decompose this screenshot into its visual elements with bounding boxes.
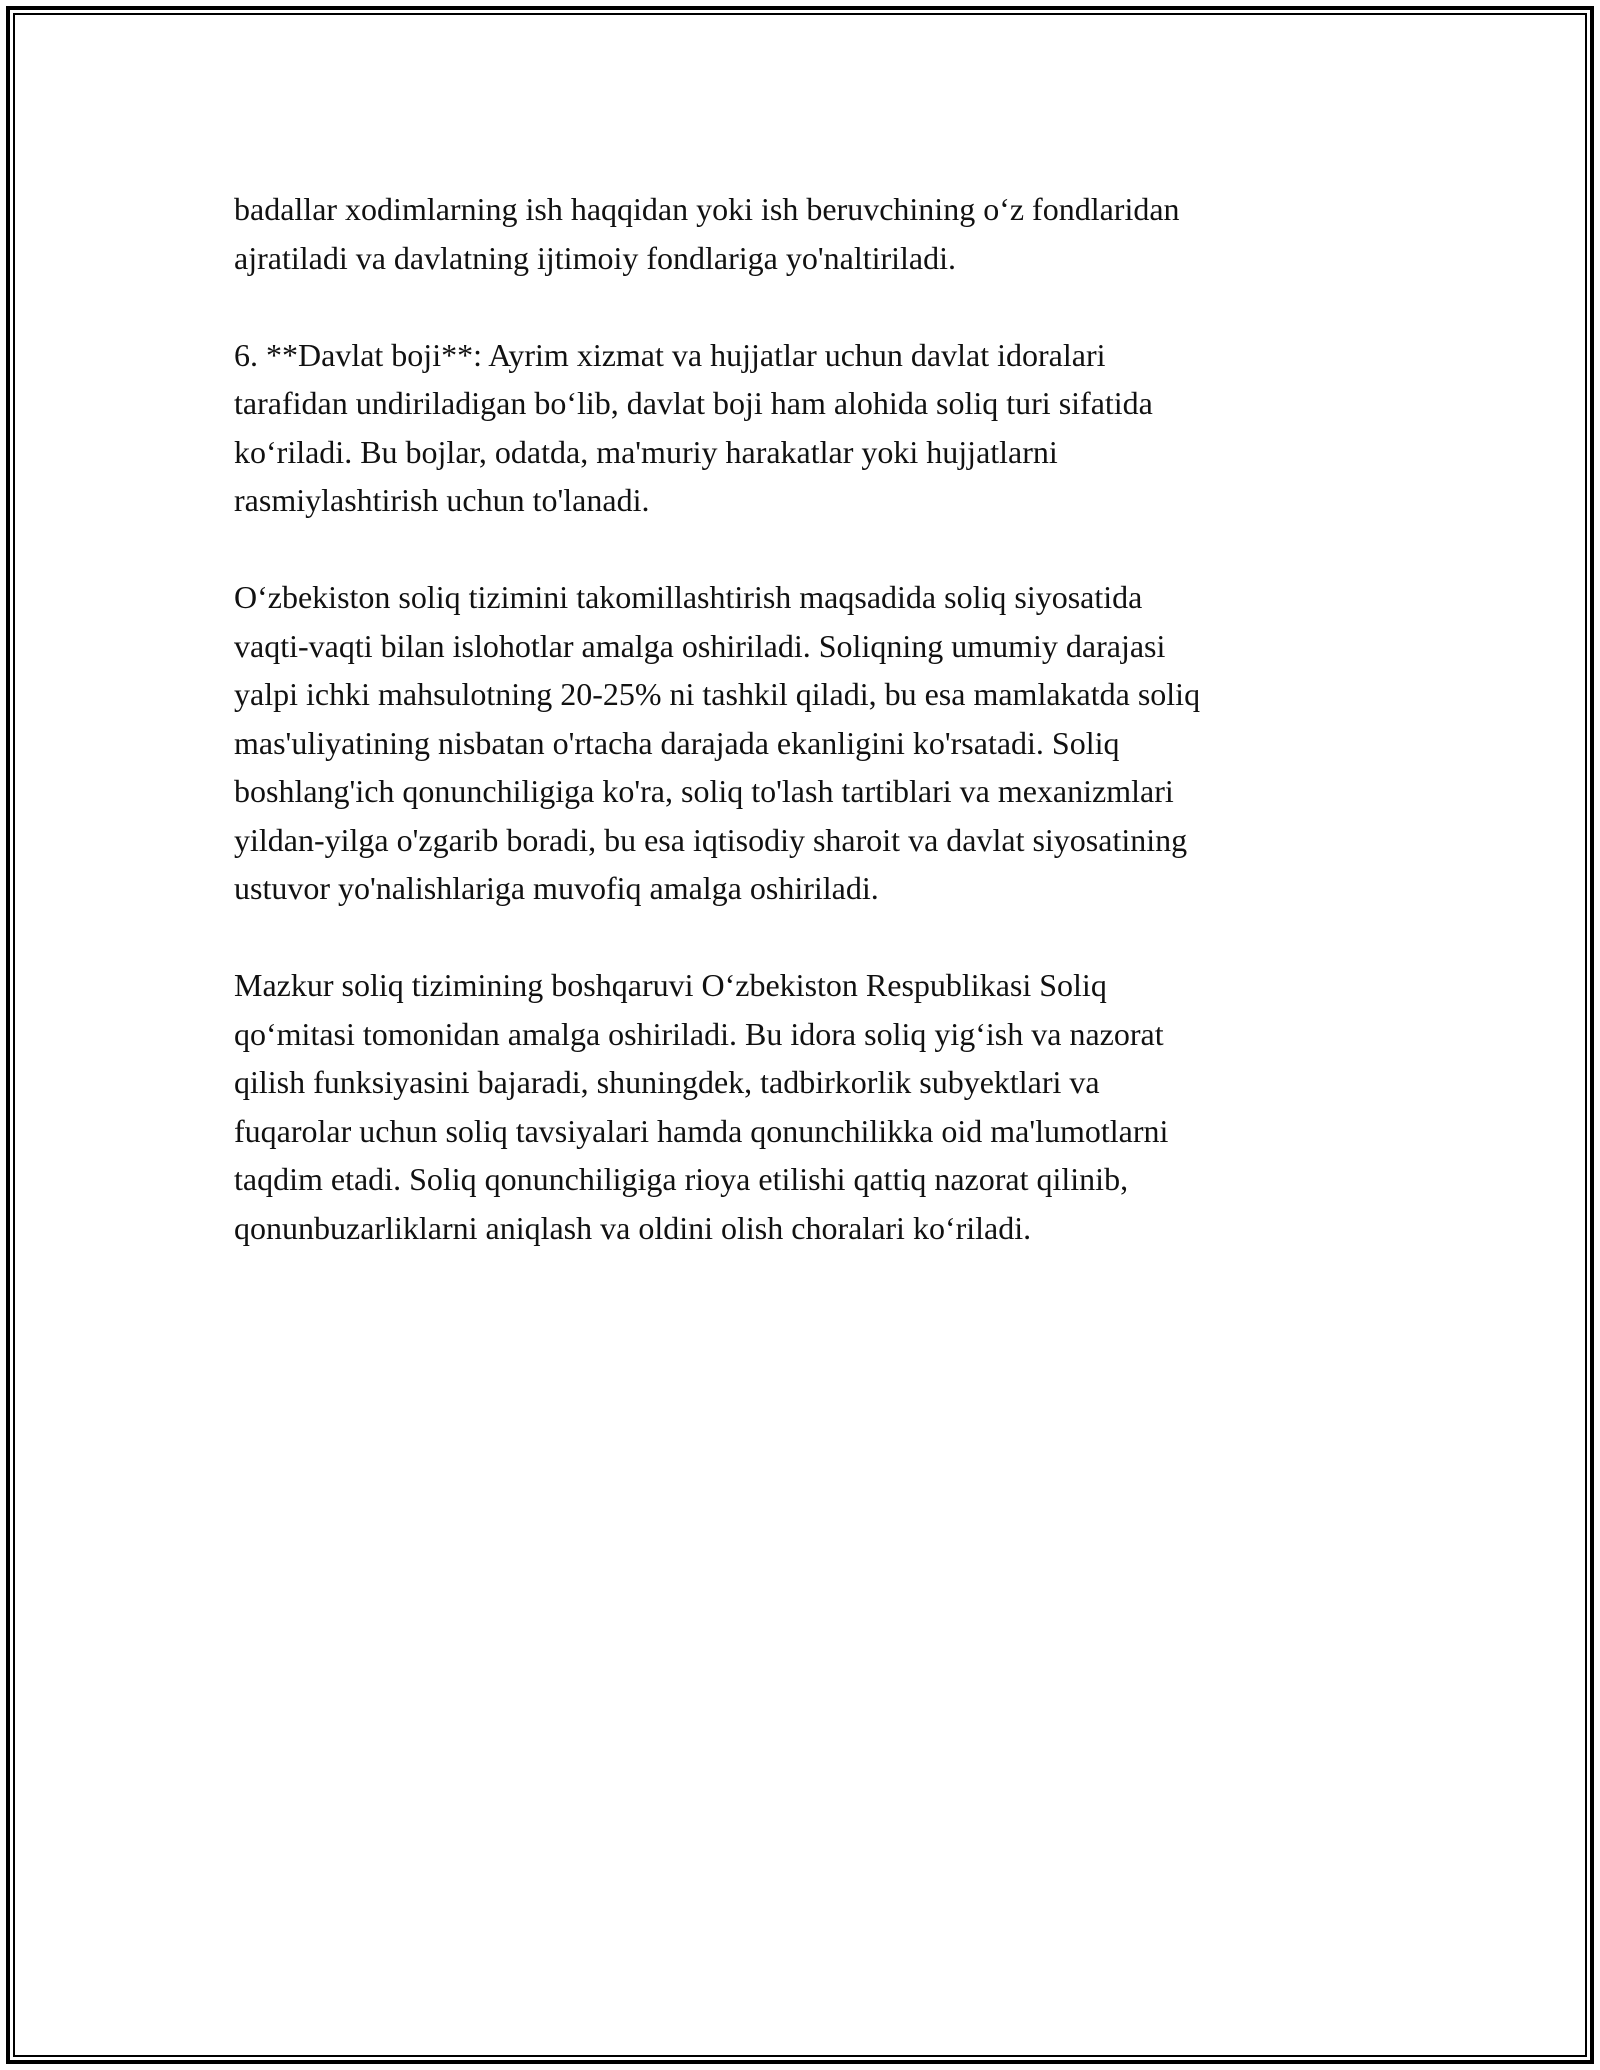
- paragraph-state-duty: 6. **Davlat boji**: Ayrim xizmat va hujjatlar uchun davlat idoralari tarafidan undiriladigan bo‘lib, davlat boji ham alohida soliq turi sifatida ko‘riladi. Bu bojlar, odatda, ma'muriy harakatlar yoki hujjatlarni rasmiylashtirish uchun to'lanadi.: [234, 336, 1153, 518]
- document-body: [234, 185, 1374, 1301]
- paragraph-social-contributions: badallar xodimlarning ish haqqidan yoki ish beruvchining o‘z fondlaridan ajratiladi va davlatning ijtimoiy fondlariga yo'naltiriladi.: [234, 191, 1180, 276]
- paragraph-tax-reforms: O‘zbekiston soliq tizimini takomillashtirish maqsadida soliq siyosatida vaqti-vaqti bilan islohotlar amalga oshiriladi. Soliqning umumiy darajasi yalpi ichki mahsulotning 20-25% ni tashkil qiladi, bu esa mamlakatda soliq mas'uliyatining nisbatan o'rtacha darajada ekanligini ko'rsatadi. Soliq boshlang'ich qonunchiligiga ko'ra, soliq to'lash tartiblari va mexanizmlari yildan-yilga o'zgarib boradi, bu esa iqtisodiy sharoit va davlat siyosatining ustuvor yo'nalishlariga muvofiq amalga oshiriladi.: [234, 579, 1201, 906]
- paragraph-tax-committee: Mazkur soliq tizimining boshqaruvi O‘zbekiston Respublikasi Soliq qo‘mitasi tomonidan amalga oshiriladi. Bu idora soliq yig‘ish va nazorat qilish funksiyasini bajaradi, shuningdek, tadbirkorlik subyektlari va fuqarolar uchun soliq tavsiyalari hamda qonunchilikka oid ma'lumotlarni taqdim etadi. Soliq qonunchiligiga rioya etilishi qattiq nazorat qilinib, qonunbuzarliklarni aniqlash va oldini olish choralari ko‘riladi.: [234, 967, 1169, 1246]
